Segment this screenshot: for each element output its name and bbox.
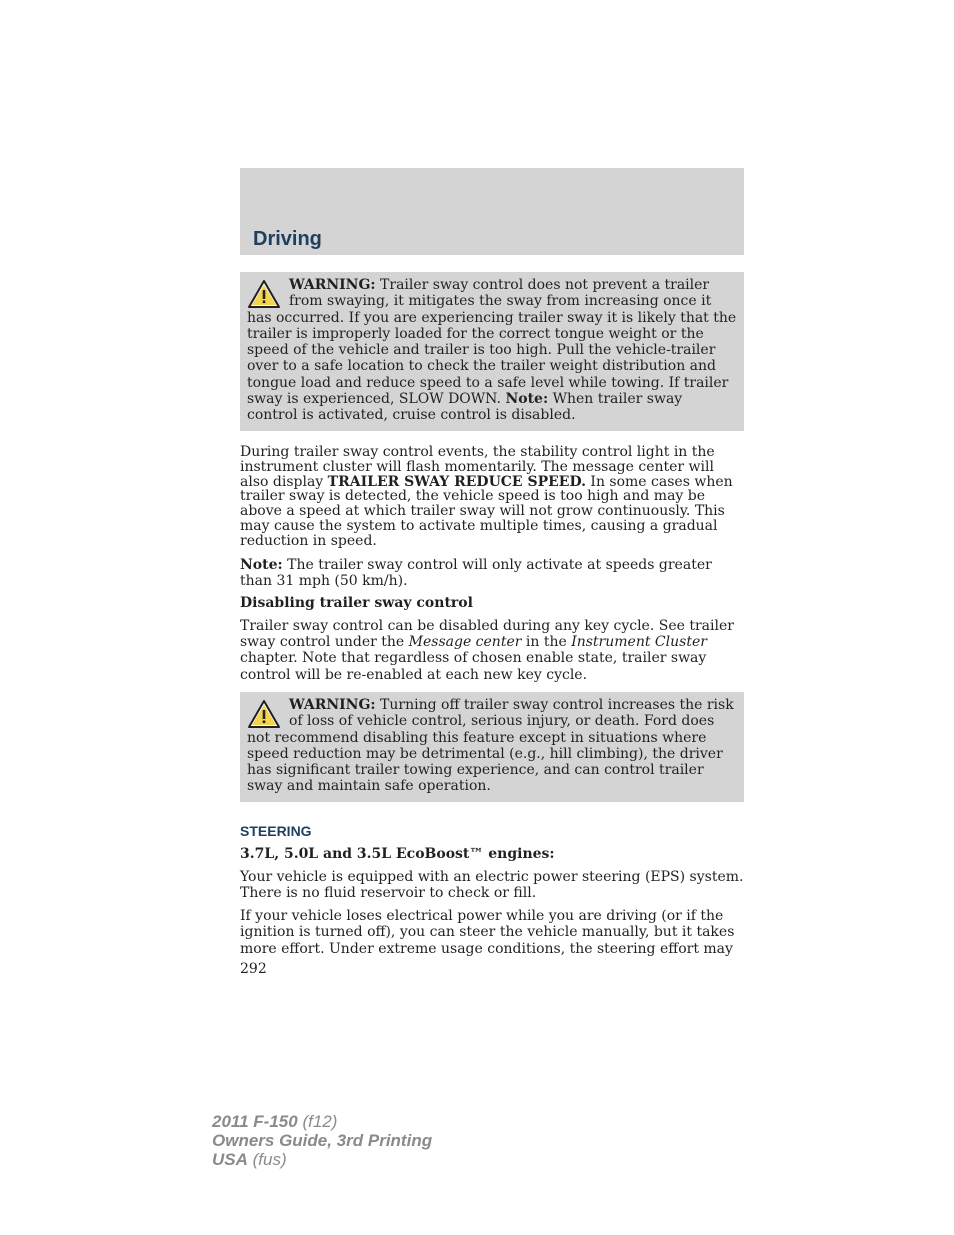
- note-label: Note:: [505, 391, 549, 408]
- warning-label: WARNING:: [289, 697, 376, 713]
- reference-instrument-cluster: Instrument Cluster: [571, 634, 707, 651]
- warning-label: WARNING:: [289, 277, 376, 293]
- warning-text: Trailer sway control does not prevent a trailer from swaying, it mitigates the sway from increasing once it has occurred. If you are experiencing trailer sway it is likely that the trailer is improperly loaded for the correct tongue weight or the speed of the vehicle and trailer is too high. Pull the vehicle-trailer over to a safe location to check the trailer weight distribution and tongue load and reduce speed to a safe level while towing. If trailer sway is experienced, SLOW DOWN.: [247, 277, 737, 408]
- paragraph-text: Trailer sway control can be disabled during any key cycle. See trailer sway control under the: [240, 618, 734, 651]
- warning-box-disable: [240, 692, 744, 802]
- page-number: 292: [240, 961, 267, 977]
- footer-model: 2011 F-150: [212, 1112, 298, 1131]
- footer-market-code: (fus): [252, 1150, 287, 1169]
- subheading-engines: 3.7L, 5.0L and 3.5L EcoBoost™ engines:: [240, 846, 555, 862]
- note-text: When trailer sway control is activated, cruise control is disabled.: [247, 391, 683, 424]
- subheading-disabling: Disabling trailer sway control: [240, 595, 473, 611]
- warning-triangle-icon: [247, 279, 281, 309]
- paragraph-eps: Your vehicle is equipped with an electric power steering (EPS) system. There is no fluid reservoir to check or fill.: [240, 869, 744, 902]
- warning-triangle-icon: [247, 699, 281, 729]
- paragraph-power-loss: If your vehicle loses electrical power while you are driving (or if the ignition is turned off), you can steer the vehicle manually, but it takes more effort. Under extreme usage conditions, the steering effort may: [240, 908, 735, 957]
- chapter-header: [240, 168, 744, 255]
- footer-guide: Owners Guide, 3rd Printing: [212, 1131, 433, 1150]
- footer-code: (f12): [302, 1112, 338, 1131]
- footer-market: USA: [212, 1150, 248, 1169]
- reference-message-center: Message center: [408, 634, 522, 651]
- section-heading-steering: STEERING: [240, 823, 312, 839]
- paragraph-text: In some cases when trailer sway is detected, the vehicle speed is too high and may be above a speed at which trailer sway will not grow continuously. This may cause the system to activate multiple times, causing a gradual reduction in speed.: [240, 473, 733, 549]
- paragraph-text: chapter. Note that regardless of chosen enable state, trailer sway control will be re-enabled at each new key cycle.: [240, 650, 707, 683]
- message-center-text: TRAILER SWAY REDUCE SPEED.: [327, 473, 586, 490]
- paragraph-disabling: [240, 618, 744, 683]
- footer: [212, 1112, 432, 1169]
- warning-text: Turning off trailer sway control increases the risk of loss of vehicle control, serious injury, or death. Ford does not recommend disabling this feature except in situations where speed reduction may be detrimental (e.g., hill climbing), the driver has significant trailer towing experience, and can control trailer sway and maintain safe operation.: [247, 697, 734, 795]
- chapter-title: Driving: [253, 228, 322, 250]
- warning-box-trailer-sway: [240, 272, 744, 431]
- paragraph-text: in the: [525, 634, 567, 651]
- note-text: The trailer sway control will only activate at speeds greater than 31 mph (50 km/h).: [240, 557, 712, 589]
- paragraph-text: During trailer sway control events, the stability control light in the instrument cluster will flash momentarily. The message center will also display: [240, 444, 715, 490]
- paragraph-sway-events: [240, 445, 744, 549]
- note-speed: [240, 557, 744, 589]
- note-label: Note:: [240, 557, 283, 573]
